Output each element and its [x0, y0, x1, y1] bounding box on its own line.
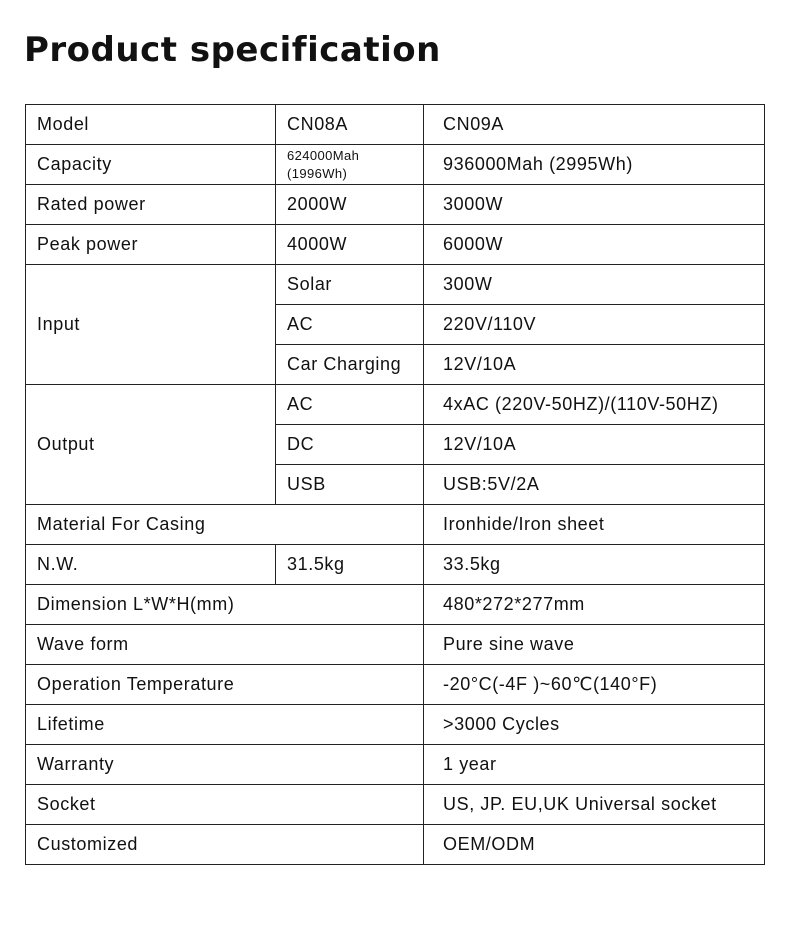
output-sub-label: AC: [276, 385, 424, 425]
table-row-dimension: [26, 585, 765, 625]
cn08a-value: [276, 145, 424, 185]
table-row-operation-temperature: [26, 665, 765, 705]
row-value: Ironhide/Iron sheet: [424, 505, 765, 545]
table-row-lifetime: [26, 705, 765, 745]
table-row-socket: [26, 785, 765, 825]
table-row-customized: [26, 825, 765, 865]
row-value: US, JP. EU,UK Universal socket: [424, 785, 765, 825]
output-sub-label: DC: [276, 425, 424, 465]
row-label: Capacity: [26, 145, 276, 185]
cn09a-value: CN09A: [424, 105, 765, 145]
table-row-input: [26, 265, 765, 305]
cn08a-value: 2000W: [276, 185, 424, 225]
row-label: Lifetime: [26, 705, 424, 745]
cn09a-value: 936000Mah (2995Wh): [424, 145, 765, 185]
table-row-rated-power: [26, 185, 765, 225]
cn09a-value: 6000W: [424, 225, 765, 265]
cn08a-value: 4000W: [276, 225, 424, 265]
row-value: -20°C(-4F )~60℃(140°F): [424, 665, 765, 705]
row-label: Peak power: [26, 225, 276, 265]
output-sub-label: USB: [276, 465, 424, 505]
capacity-wh: (1996Wh): [287, 165, 348, 181]
page-title: Product specification: [24, 30, 441, 70]
row-label: N.W.: [26, 545, 276, 585]
cn09a-value: 3000W: [424, 185, 765, 225]
table-row-capacity: [26, 145, 765, 185]
input-value: 220V/110V: [424, 305, 765, 345]
input-sub-label: Solar: [276, 265, 424, 305]
row-label: Input: [26, 265, 276, 385]
row-label: Rated power: [26, 185, 276, 225]
row-label: Material For Casing: [26, 505, 424, 545]
table-row-peak-power: [26, 225, 765, 265]
input-sub-label: Car Charging: [276, 345, 424, 385]
row-value: >3000 Cycles: [424, 705, 765, 745]
row-value: 480*272*277mm: [424, 585, 765, 625]
row-label: Operation Temperature: [26, 665, 424, 705]
table-row-nw: [26, 545, 765, 585]
spec-table: [25, 104, 765, 865]
output-value: 4xAC (220V-50HZ)/(110V-50HZ): [424, 385, 765, 425]
input-sub-label: AC: [276, 305, 424, 345]
row-label: Socket: [26, 785, 424, 825]
table-row-material: [26, 505, 765, 545]
table-row-warranty: [26, 745, 765, 785]
cn09a-value: 33.5kg: [424, 545, 765, 585]
row-value: 1 year: [424, 745, 765, 785]
input-value: 12V/10A: [424, 345, 765, 385]
row-label: Output: [26, 385, 276, 505]
input-value: 300W: [424, 265, 765, 305]
row-label: Warranty: [26, 745, 424, 785]
row-label: Dimension L*W*H(mm): [26, 585, 424, 625]
cn08a-value: CN08A: [276, 105, 424, 145]
output-value: USB:5V/2A: [424, 465, 765, 505]
cn08a-value: 31.5kg: [276, 545, 424, 585]
row-value: Pure sine wave: [424, 625, 765, 665]
table-row-model: [26, 105, 765, 145]
output-value: 12V/10A: [424, 425, 765, 465]
capacity-mah: 624000Mah: [287, 147, 360, 163]
row-label: Customized: [26, 825, 424, 865]
row-value: OEM/ODM: [424, 825, 765, 865]
table-row-wave-form: [26, 625, 765, 665]
row-label: Wave form: [26, 625, 424, 665]
table-row-output: [26, 385, 765, 425]
row-label: Model: [26, 105, 276, 145]
